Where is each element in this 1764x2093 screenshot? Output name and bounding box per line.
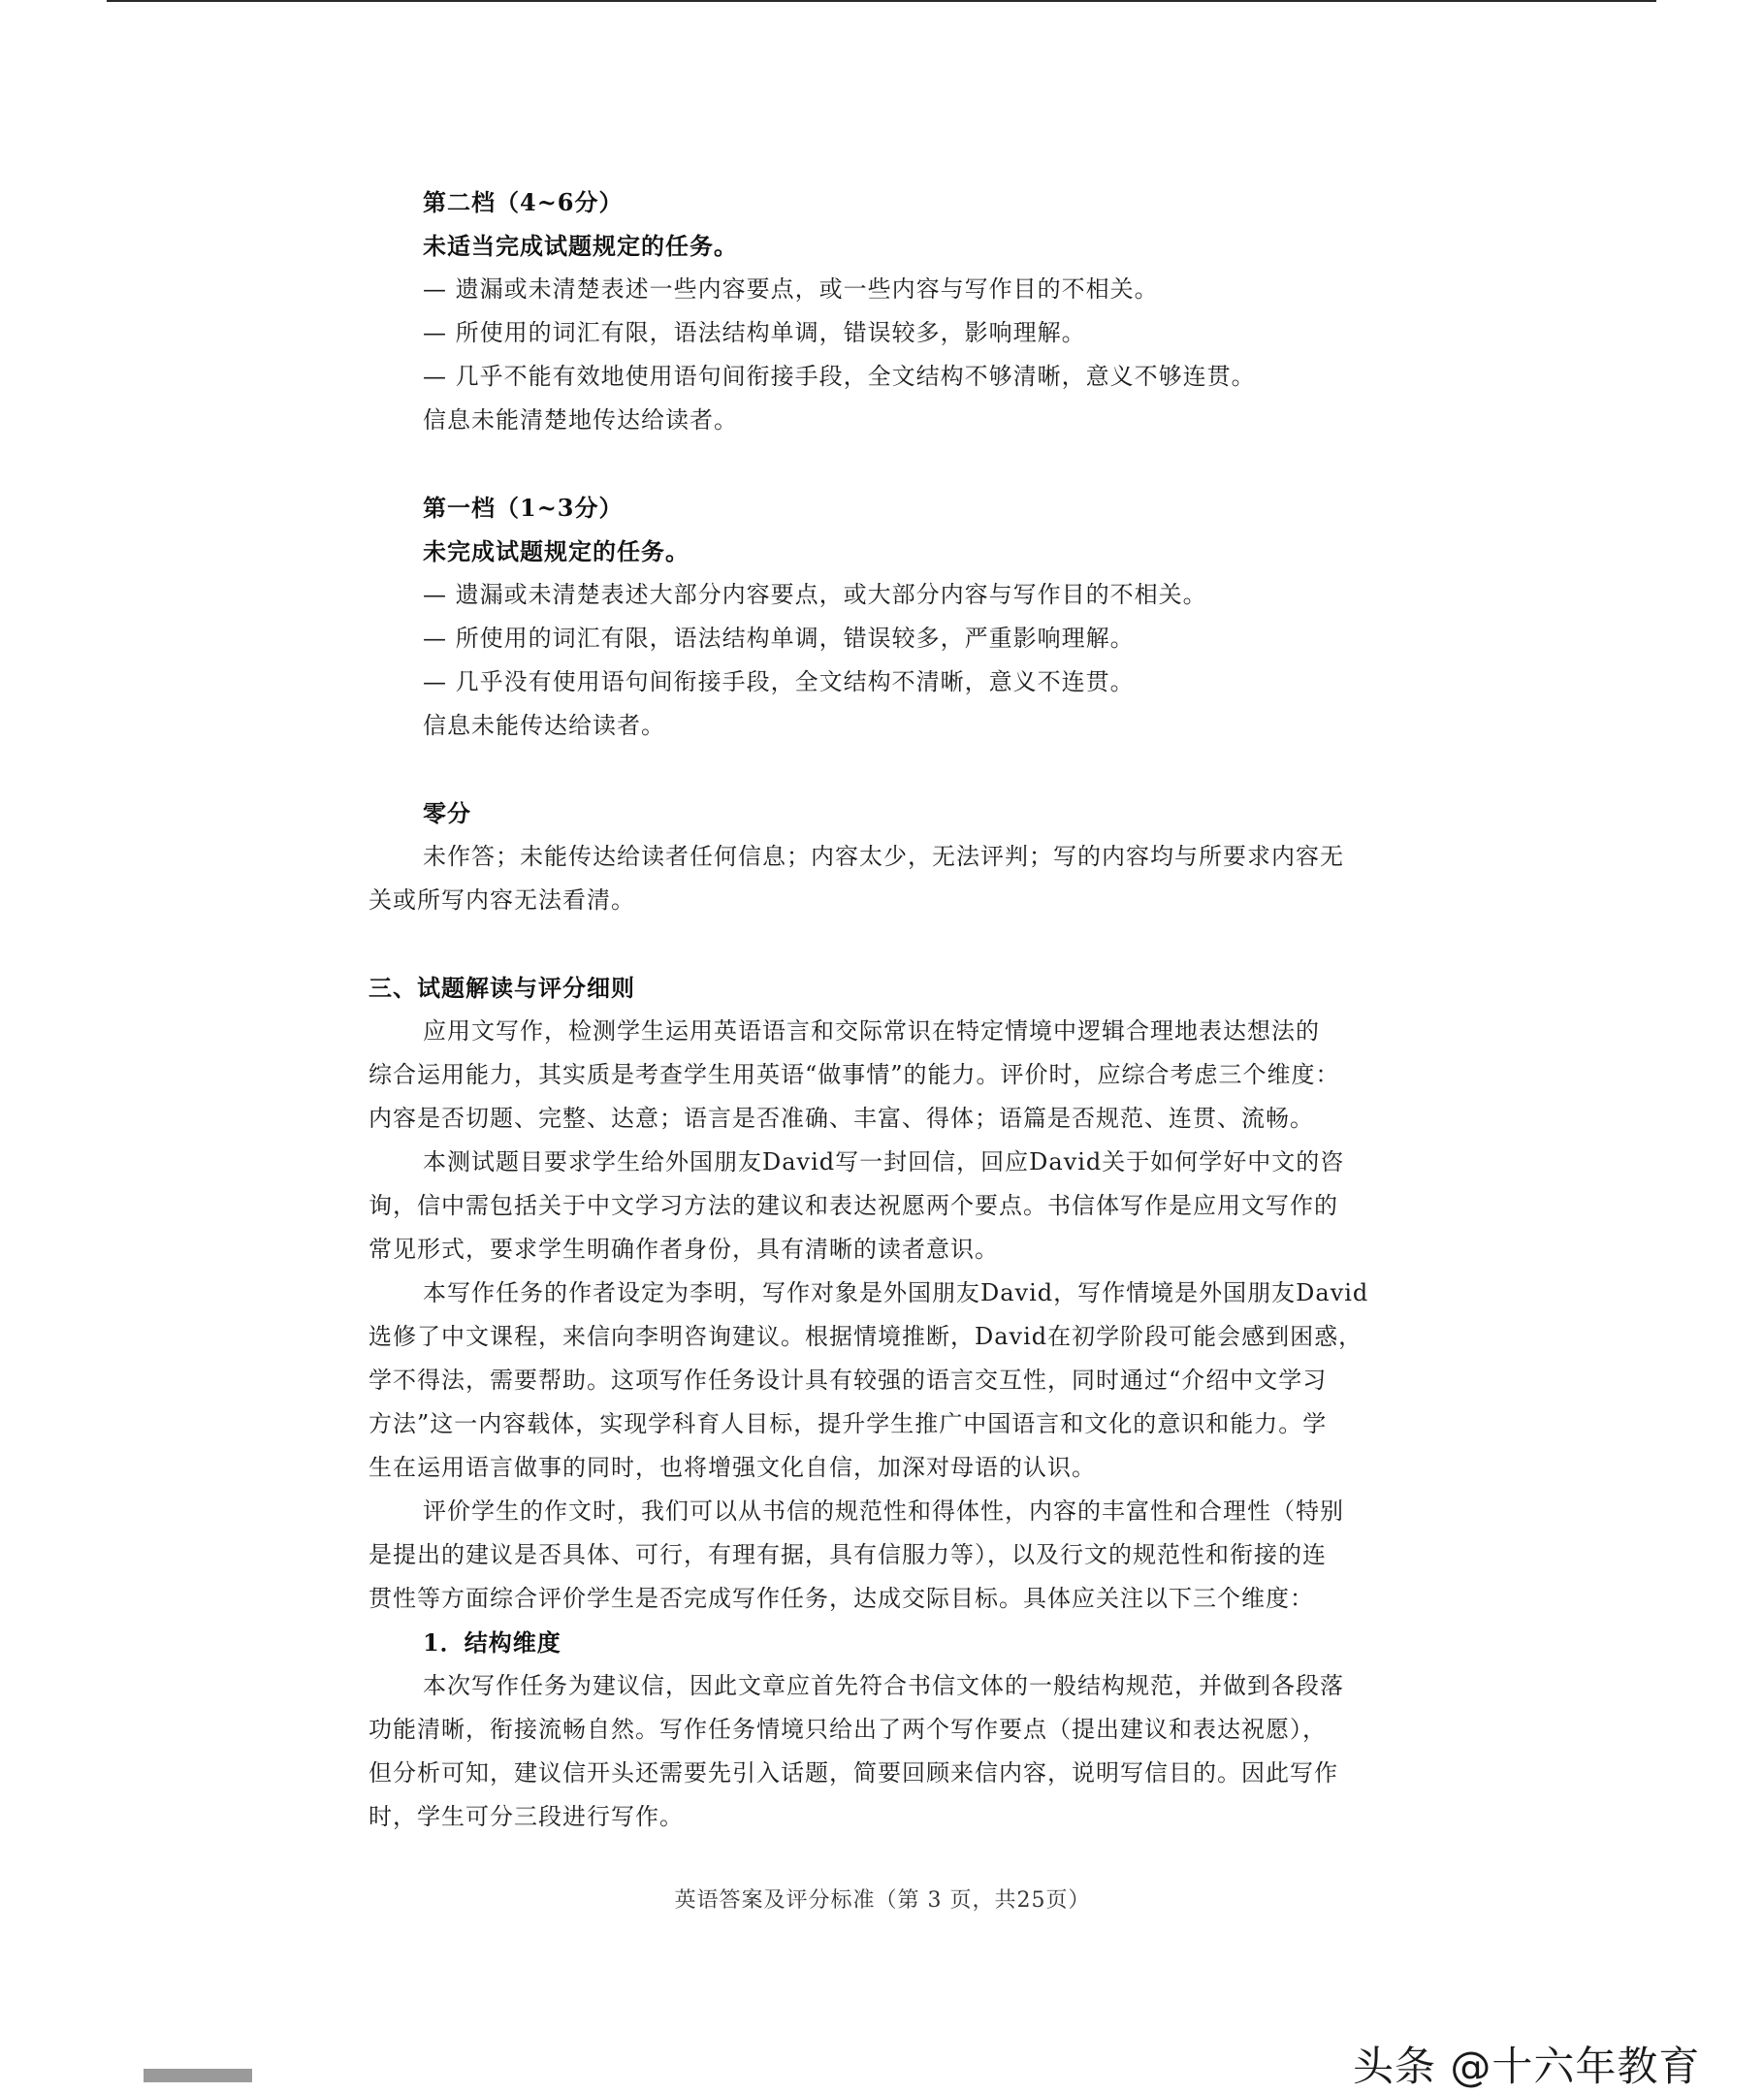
- tier1-item-2: — 所使用的词汇有限，语法结构单调，错误较多，严重影响理解。: [423, 625, 1135, 652]
- watermark: 头条 @十六年教育: [1353, 2043, 1701, 2090]
- p4-line-3: 贯性等方面综合评价学生是否完成写作任务，达成交际目标。具体应关注以下三个维度：: [369, 1585, 1314, 1612]
- p3-line-1: 本写作任务的作者设定为李明，写作对象是外国朋友David，写作情境是外国朋友David: [423, 1279, 1369, 1306]
- p1-line-3: 内容是否切题、完整、达意；语言是否准确、丰富、得体；语篇是否规范、连贯、流畅。: [369, 1105, 1314, 1132]
- tier1-heading: 第一档（1~3分）: [423, 494, 624, 522]
- p5-line-1: 本次写作任务为建议信，因此文章应首先符合书信文体的一般结构规范，并做到各段落: [423, 1672, 1344, 1699]
- p3-line-5: 生在运用语言做事的同时，也将增强文化自信，加深对母语的认识。: [369, 1454, 1096, 1481]
- p1-line-2: 综合运用能力，其实质是考查学生用英语“做事情”的能力。评价时，应综合考虑三个维度：: [369, 1061, 1340, 1088]
- p5-line-4: 时，学生可分三段进行写作。: [369, 1803, 684, 1830]
- tier2-item-3: — 几乎不能有效地使用语句间衔接手段，全文结构不够清晰，意义不够连贯。: [423, 363, 1256, 390]
- tier1-subheading: 未完成试题规定的任务。: [423, 537, 690, 565]
- document-page: [369, 180, 1396, 1839]
- p3-line-3: 学不得法，需要帮助。这项写作任务设计具有较强的语言交互性，同时通过“介绍中文学习: [369, 1367, 1328, 1394]
- zero-line-1: 未作答；未能传达给读者任何信息；内容太少，无法评判；写的内容均与所要求内容无: [423, 843, 1344, 870]
- zero-line-2: 关或所写内容无法看清。: [369, 886, 635, 914]
- top-rule: [107, 0, 1656, 2]
- tier1-item-3: — 几乎没有使用语句间衔接手段，全文结构不清晰，意义不连贯。: [423, 668, 1135, 695]
- sub1-heading: 1．结构维度: [423, 1628, 561, 1657]
- tier2-item-1: — 遗漏或未清楚表述一些内容要点，或一些内容与写作目的不相关。: [423, 275, 1159, 303]
- p2-line-3: 常见形式，要求学生明确作者身份，具有清晰的读者意识。: [369, 1236, 999, 1263]
- p4-line-2: 是提出的建议是否具体、可行，有理有据，具有信服力等），以及行文的规范性和衔接的连: [369, 1541, 1327, 1568]
- tier2-heading: 第二档（4~6分）: [423, 188, 624, 216]
- corner-gray-block: [144, 2069, 252, 2082]
- zero-heading: 零分: [423, 799, 471, 827]
- spacer: [369, 748, 1396, 791]
- p2-line-1: 本测试题目要求学生给外国朋友David写一封回信，回应David关于如何学好中文的咨: [423, 1148, 1345, 1175]
- p3-line-2: 选修了中文课程，来信向李明咨询建议。根据情境推断，David在初学阶段可能会感到困惑，: [369, 1323, 1363, 1350]
- spacer: [369, 922, 1396, 966]
- p4-line-1: 评价学生的作文时，我们可以从书信的规范性和得体性，内容的丰富性和合理性（特别: [423, 1497, 1344, 1525]
- p2-line-2: 询，信中需包括关于中文学习方法的建议和表达祝愿两个要点。书信体写作是应用文写作的: [369, 1192, 1338, 1219]
- tier1-conclusion: 信息未能传达给读者。: [423, 712, 665, 739]
- tier1-item-1: — 遗漏或未清楚表述大部分内容要点，或大部分内容与写作目的不相关。: [423, 581, 1207, 608]
- spacer: [369, 442, 1396, 486]
- tier2-conclusion: 信息未能清楚地传达给读者。: [423, 406, 738, 434]
- p5-line-2: 功能清晰，衔接流畅自然。写作任务情境只给出了两个写作要点（提出建议和表达祝愿），: [369, 1716, 1327, 1743]
- tier2-item-2: — 所使用的词汇有限，语法结构单调，错误较多，影响理解。: [423, 319, 1086, 346]
- tier2-subheading: 未适当完成试题规定的任务。: [423, 232, 738, 260]
- p1-line-1: 应用文写作，检测学生运用英语语言和交际常识在特定情境中逻辑合理地表达想法的: [423, 1017, 1320, 1045]
- p3-line-4: 方法”这一内容载体，实现学科育人目标，提升学生推广中国语言和文化的意识和能力。学: [369, 1410, 1328, 1437]
- section3-heading: 三、试题解读与评分细则: [369, 974, 635, 1002]
- p5-line-3: 但分析可知，建议信开头还需要先引入话题，简要回顾来信内容，说明写信目的。因此写作: [369, 1759, 1338, 1787]
- page-footer: 英语答案及评分标准（第 3 页，共25页）: [674, 1888, 1091, 1913]
